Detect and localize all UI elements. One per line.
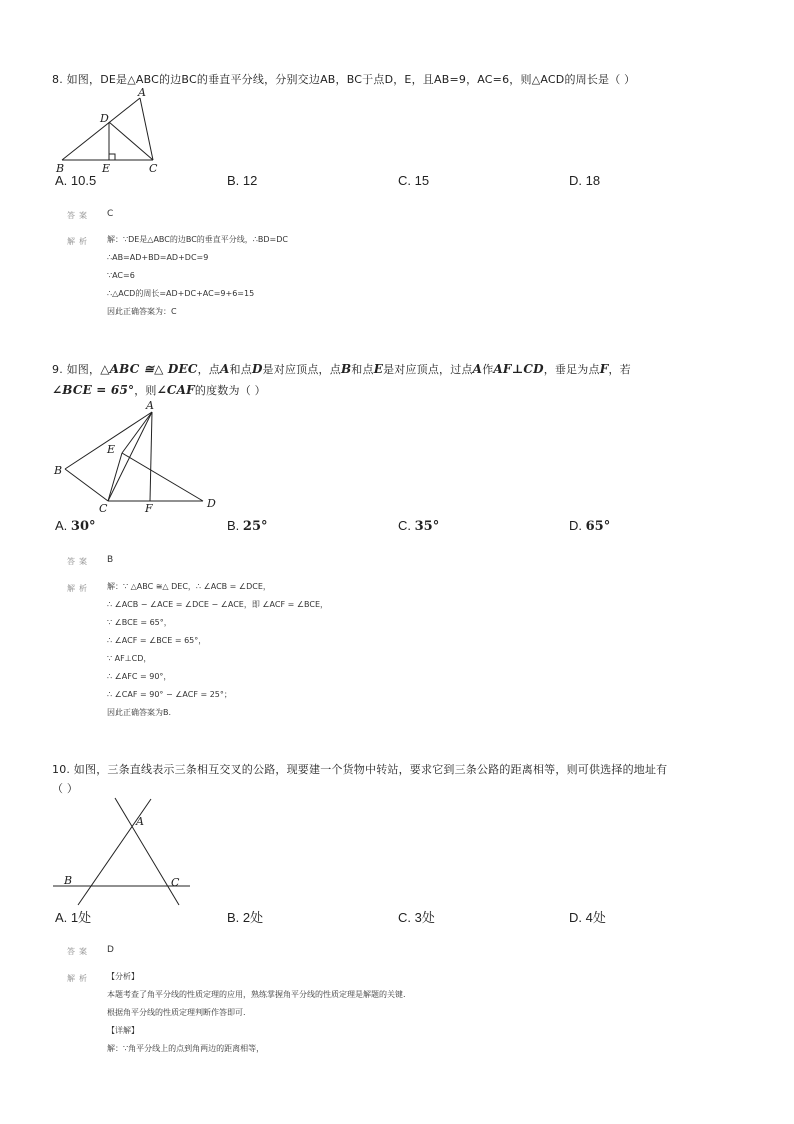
q10-answer: D bbox=[107, 945, 114, 955]
analysis-line: ∵AC=6 bbox=[107, 271, 135, 280]
q9-answer-label: 答案 bbox=[67, 557, 91, 566]
q10-option-c[interactable]: C. 3处 bbox=[398, 910, 435, 925]
segment-AB bbox=[62, 98, 140, 160]
q10-option-a[interactable]: A. 1处 bbox=[55, 910, 92, 925]
q8-answer: C bbox=[107, 209, 114, 219]
q9-analysis-label: 解析 bbox=[67, 584, 91, 593]
question-9-figure bbox=[48, 397, 228, 517]
q10-answer-label: 答案 bbox=[67, 947, 91, 956]
q8-option-a[interactable]: A. 10.5 bbox=[55, 173, 97, 188]
analysis-line: ∴ ∠ACB − ∠ACE = ∠DCE − ∠ACE，即 ∠ACF = ∠BCE， bbox=[107, 600, 329, 609]
analysis-line: 因此正确答案为B. bbox=[107, 708, 172, 717]
question-10-text-line2: （ ） bbox=[52, 782, 79, 795]
analysis-line: 本题考查了角平分线的性质定理的应用，熟练掌握角平分线的性质定理是解题的关键. bbox=[107, 990, 406, 999]
analysis-line: ∴AB=AD+BD=AD+DC=9 bbox=[107, 253, 209, 262]
point-label-A: A bbox=[138, 86, 146, 99]
point-label-C: C bbox=[99, 502, 108, 515]
analysis-line: ∵ AF⊥CD， bbox=[107, 654, 152, 663]
analysis-line: ∴ ∠AFC = 90°， bbox=[107, 672, 172, 681]
segment-EA bbox=[122, 412, 152, 453]
segment-BA bbox=[65, 412, 152, 469]
point-label-C: C bbox=[149, 162, 158, 175]
analysis-line: 解：∵角平分线上的点到角两边的距离相等， bbox=[107, 1044, 265, 1053]
q10-option-b[interactable]: B. 2处 bbox=[227, 910, 264, 925]
question-9-text-line2: ∠BCE = 65°，则∠CAF的度数为（ ） bbox=[52, 383, 266, 397]
analysis-line: ∴△ACD的周长=AD+DC+AC=9+6=15 bbox=[107, 289, 255, 298]
q8-analysis-label: 解析 bbox=[67, 237, 91, 246]
question-9-text-line1: 9. 如图，△ABC ≅△ DEC，点A和点D是对应顶点，点B和点E是对应顶点，过点A作AF⊥CD，垂足为点F，若 bbox=[52, 362, 631, 376]
question-10-figure bbox=[50, 795, 200, 910]
q9-option-b[interactable]: B. 25° bbox=[227, 518, 268, 534]
point-label-B: B bbox=[64, 874, 73, 887]
q8-option-c[interactable]: C. 15 bbox=[398, 173, 430, 188]
question-8-figure bbox=[50, 85, 170, 175]
question-8-text: 8. 如图，DE是△ABC的边BC的垂直平分线，分别交边AB，BC于点D，E，且AB=9，AC=6，则△ACD的周长是（ ） bbox=[52, 73, 636, 86]
segment-AC bbox=[108, 412, 152, 501]
road-line-AC bbox=[115, 798, 179, 905]
right-angle-mark bbox=[109, 154, 115, 160]
q9-option-a[interactable]: A. 30° bbox=[55, 518, 96, 534]
point-label-A: A bbox=[136, 815, 144, 828]
point-label-D: D bbox=[100, 112, 109, 125]
q8-analysis bbox=[107, 231, 288, 321]
analysis-line: 因此正确答案为：C bbox=[107, 307, 177, 316]
point-label-B: B bbox=[56, 162, 65, 175]
segment-AF bbox=[150, 412, 152, 501]
point-label-E: E bbox=[107, 443, 116, 456]
segment-ED bbox=[122, 453, 203, 501]
analysis-line: 【分析】 bbox=[107, 972, 139, 981]
point-label-B: B bbox=[54, 464, 63, 477]
point-label-E: E bbox=[102, 162, 111, 175]
point-label-A: A bbox=[146, 399, 154, 412]
analysis-line: 解：∵ △ABC ≅△ DEC，∴ ∠ACB = ∠DCE， bbox=[107, 582, 271, 591]
q9-option-c[interactable]: C. 35° bbox=[398, 518, 440, 534]
q8-answer-label: 答案 bbox=[67, 211, 91, 220]
analysis-line: ∴ ∠ACF = ∠BCE = 65°， bbox=[107, 636, 207, 645]
q10-analysis-label: 解析 bbox=[67, 974, 91, 983]
q9-answer: B bbox=[107, 555, 114, 565]
analysis-line: 解：∵DE是△ABC的边BC的垂直平分线，∴BD=DC bbox=[107, 235, 288, 244]
point-label-C: C bbox=[171, 876, 180, 889]
analysis-line: ∵ ∠BCE = 65°， bbox=[107, 618, 172, 627]
q8-option-d[interactable]: D. 18 bbox=[569, 173, 601, 188]
q9-option-d[interactable]: D. 65° bbox=[569, 518, 611, 534]
point-label-F: F bbox=[145, 502, 153, 515]
q10-option-d[interactable]: D. 4处 bbox=[569, 910, 606, 925]
point-label-D: D bbox=[207, 497, 216, 510]
analysis-line: ∴ ∠CAF = 90° − ∠ACF = 25°； bbox=[107, 690, 232, 699]
segment-BC bbox=[65, 469, 108, 501]
analysis-line: 【详解】 bbox=[107, 1026, 139, 1035]
analysis-line: 根据角平分线的性质定理判断作答即可. bbox=[107, 1008, 246, 1017]
q8-option-b[interactable]: B. 12 bbox=[227, 173, 258, 188]
q9-analysis bbox=[107, 578, 328, 722]
q10-analysis bbox=[107, 968, 406, 1058]
question-10-text-line1: 10. 如图，三条直线表示三条相互交叉的公路，现要建一个货物中转站，要求它到三条公路的距离相等，则可供选择的地址有 bbox=[52, 763, 668, 776]
